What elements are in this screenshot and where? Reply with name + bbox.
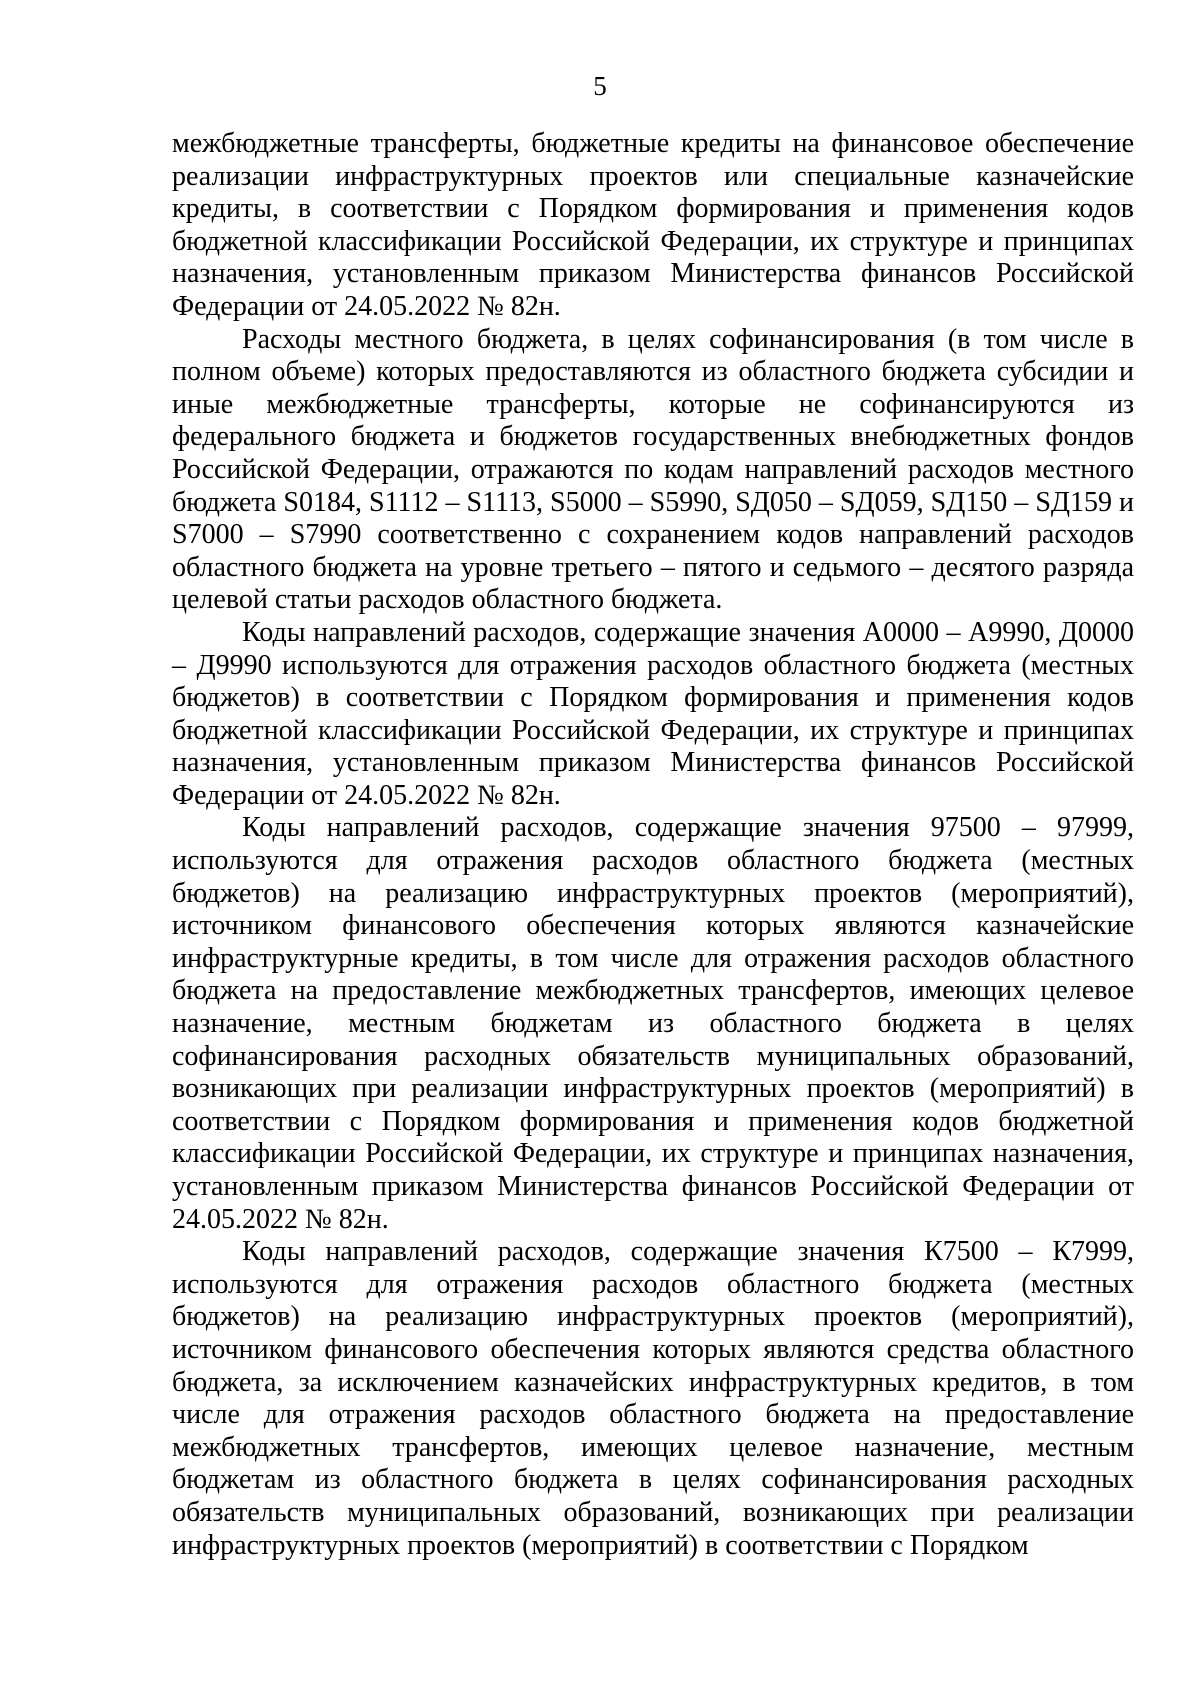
paragraph: Коды направлений расходов, содержащие значения 97500 – 97999, используются для отражения расходов областного бюджета (местных бюджетов) на реализацию инфраструктурных проектов (мероприятий), источником финансового обеспечения которых являются казначейские инфраструктурные кредиты, в том числе для отражения расходов областного бюджета на предоставление межбюджетных трансфертов, имеющих целевое назначение, местным бюджетам из областного бюджета в целях софинансирования расходных обязательств муниципальных образований, возникающих при реализации инфраструктурных проектов (мероприятий) в соответствии с Порядком формирования и применения кодов бюджетной классификации Российской Федерации, их структуре и принципах назначения, установленным приказом Министерства финансов Российской Федерации от 24.05.2022 № 82н. xyxy=(172,812,1134,1235)
paragraph: межбюджетные трансферты, бюджетные кредиты на финансовое обеспечение реализации инфраструктурных проектов или специальные казначейские кредиты, в соответствии с Порядком формирования и применения кодов бюджетной классификации Российской Федерации, их структуре и принципах назначения, установленным приказом Министерства финансов Российской Федерации от 24.05.2022 № 82н. xyxy=(172,128,1134,322)
document-body xyxy=(172,128,1134,1562)
page-number: 5 xyxy=(593,71,607,101)
paragraph: Расходы местного бюджета, в целях софинансирования (в том числе в полном объеме) которых предоставляются из областного бюджета субсидии и иные межбюджетные трансферты, которые не софинансируются из федерального бюджета и бюджетов государственных внебюджетных фондов Российской Федерации, отражаются по кодам направлений расходов местного бюджета S0184, S1112 – S1113, S5000 – S5990, SД050 – SД059, SД150 – SД159 и S7000 – S7990 соответственно с сохранением кодов направлений расходов областного бюджета на уровне третьего – пятого и седьмого – десятого разряда целевой статьи расходов областного бюджета. xyxy=(172,323,1134,616)
paragraph: Коды направлений расходов, содержащие значения К7500 – К7999, используются для отражения расходов областного бюджета (местных бюджетов) на реализацию инфраструктурных проектов (мероприятий), источником финансового обеспечения которых являются средства областного бюджета, за исключением казначейских инфраструктурных кредитов, в том числе для отражения расходов областного бюджета на предоставление межбюджетных трансфертов, имеющих целевое назначение, местным бюджетам из областного бюджета в целях софинансирования расходных обязательств муниципальных образований, возникающих при реализации инфраструктурных проектов (мероприятий) в соответствии с Порядком xyxy=(172,1236,1134,1561)
paragraph: Коды направлений расходов, содержащие значения А0000 – А9990, Д0000 – Д9990 используются для отражения расходов областного бюджета (местных бюджетов) в соответствии с Порядком формирования и применения кодов бюджетной классификации Российской Федерации, их структуре и принципах назначения, установленным приказом Министерства финансов Российской Федерации от 24.05.2022 № 82н. xyxy=(172,616,1134,811)
